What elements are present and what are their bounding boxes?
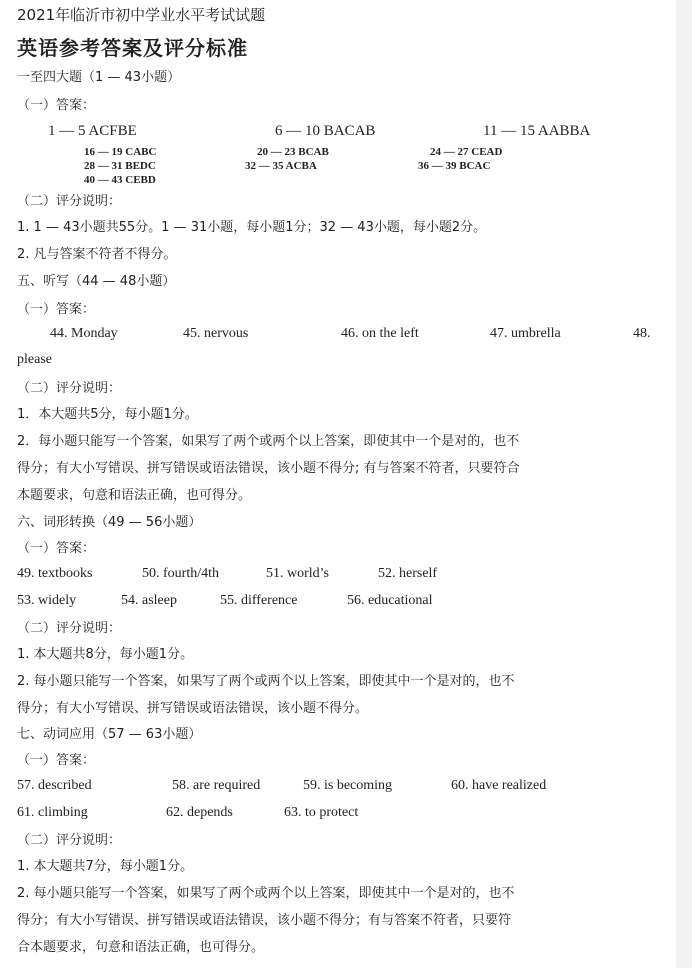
answer-item: 47. umbrella <box>490 326 561 341</box>
section-heading-6: 六、词形转换（49 — 56小题） <box>17 515 202 530</box>
answer-item: 53. widely <box>17 593 77 608</box>
scoring-note: 1．本大题共5分，每小题1分。 <box>17 407 198 422</box>
answer-item: 61. climbing <box>17 805 88 820</box>
answer-item: 63. to protect <box>284 805 359 820</box>
answer-item: 48. <box>633 326 651 341</box>
section-heading-1-4: 一至四大题（1 — 43小题） <box>17 70 181 85</box>
answers-label: （一）答案： <box>17 753 96 768</box>
answer-item: 58. are required <box>172 778 261 793</box>
scoring-note: 得分；有大小写错误、拼写错误或语法错误，该小题不得分；有与答案不符者，只要符 <box>17 913 512 928</box>
main-title: 英语参考答案及评分标准 <box>17 36 248 60</box>
scoring-note: 合本题要求，句意和语法正确，也可得分。 <box>17 940 265 955</box>
exam-title: 2021年临沂市初中学业水平考试试题 <box>17 6 266 24</box>
scoring-note: 1. 1 — 43小题共55分。1 — 31小题，每小题1分；32 — 43小题，每小题2分。 <box>17 220 487 235</box>
answer-item: 45. nervous <box>183 326 249 341</box>
scoring-note: 1. 本大题共7分，每小题1分。 <box>17 859 194 874</box>
answers-label: （一）答案： <box>17 98 96 113</box>
answers-label: （一）答案： <box>17 541 96 556</box>
answer-group-small: 28 — 31 BEDC <box>84 160 156 172</box>
section-heading-5: 五、听写（44 — 48小题） <box>17 274 176 289</box>
answer-group: 6 — 10 BACAB <box>275 123 376 139</box>
answer-group-small: 36 — 39 BCAC <box>418 160 491 172</box>
answer-item: 50. fourth/4th <box>142 566 219 581</box>
scoring-note: 2．每小题只能写一个答案，如果写了两个或两个以上答案，即使其中一个是对的，也不 <box>17 434 520 449</box>
answer-item: 60. have realized <box>451 778 547 793</box>
answer-item-wrap: please <box>17 352 52 367</box>
answer-group: 1 — 5 ACFBE <box>48 123 137 139</box>
answer-group: 11 — 15 AABBA <box>483 123 591 139</box>
answer-item: 59. is becoming <box>303 778 393 793</box>
answer-item: 55. difference <box>220 593 298 608</box>
scoring-note: 2. 每小题只能写一个答案，如果写了两个或两个以上答案，即使其中一个是对的，也不 <box>17 886 515 901</box>
scoring-note: 本题要求，句意和语法正确，也可得分。 <box>17 488 252 503</box>
answers-label: （一）答案： <box>17 302 96 317</box>
answer-item: 46. on the left <box>341 326 419 341</box>
answer-item: 44. Monday <box>50 326 118 341</box>
answer-item: 56. educational <box>347 593 433 608</box>
answer-item: 51. world’s <box>266 566 329 581</box>
answer-item: 49. textbooks <box>17 566 93 581</box>
vertical-scrollbar[interactable] <box>676 0 692 968</box>
scoring-note: 2. 每小题只能写一个答案，如果写了两个或两个以上答案，即使其中一个是对的，也不 <box>17 674 515 689</box>
answer-group-small: 32 — 35 ACBA <box>245 160 317 172</box>
answer-item: 54. asleep <box>121 593 177 608</box>
scoring-label: （二）评分说明： <box>17 381 122 396</box>
answer-item: 57. described <box>17 778 92 793</box>
scoring-note: 2. 凡与答案不符者不得分。 <box>17 247 177 262</box>
section-heading-7: 七、动词应用（57 — 63小题） <box>17 727 202 742</box>
scoring-label: （二）评分说明： <box>17 194 122 209</box>
answer-group-small: 40 — 43 CEBD <box>84 174 156 186</box>
scoring-label: （二）评分说明： <box>17 621 122 636</box>
scoring-note: 得分；有大小写错误、拼写错误或语法错误，该小题不得分。 <box>17 701 369 716</box>
answer-item: 62. depends <box>166 805 233 820</box>
answer-group-small: 16 — 19 CABC <box>84 146 157 158</box>
answer-group-small: 24 — 27 CEAD <box>430 146 503 158</box>
scoring-note: 得分；有大小写错误、拼写错误或语法错误，该小题不得分; 有与答案不符者，只要符合 <box>17 461 520 476</box>
answer-group-small: 20 — 23 BCAB <box>257 146 329 158</box>
answer-item: 52. herself <box>378 566 438 581</box>
scoring-note: 1. 本大题共8分，每小题1分。 <box>17 647 194 662</box>
scoring-label: （二）评分说明： <box>17 833 122 848</box>
